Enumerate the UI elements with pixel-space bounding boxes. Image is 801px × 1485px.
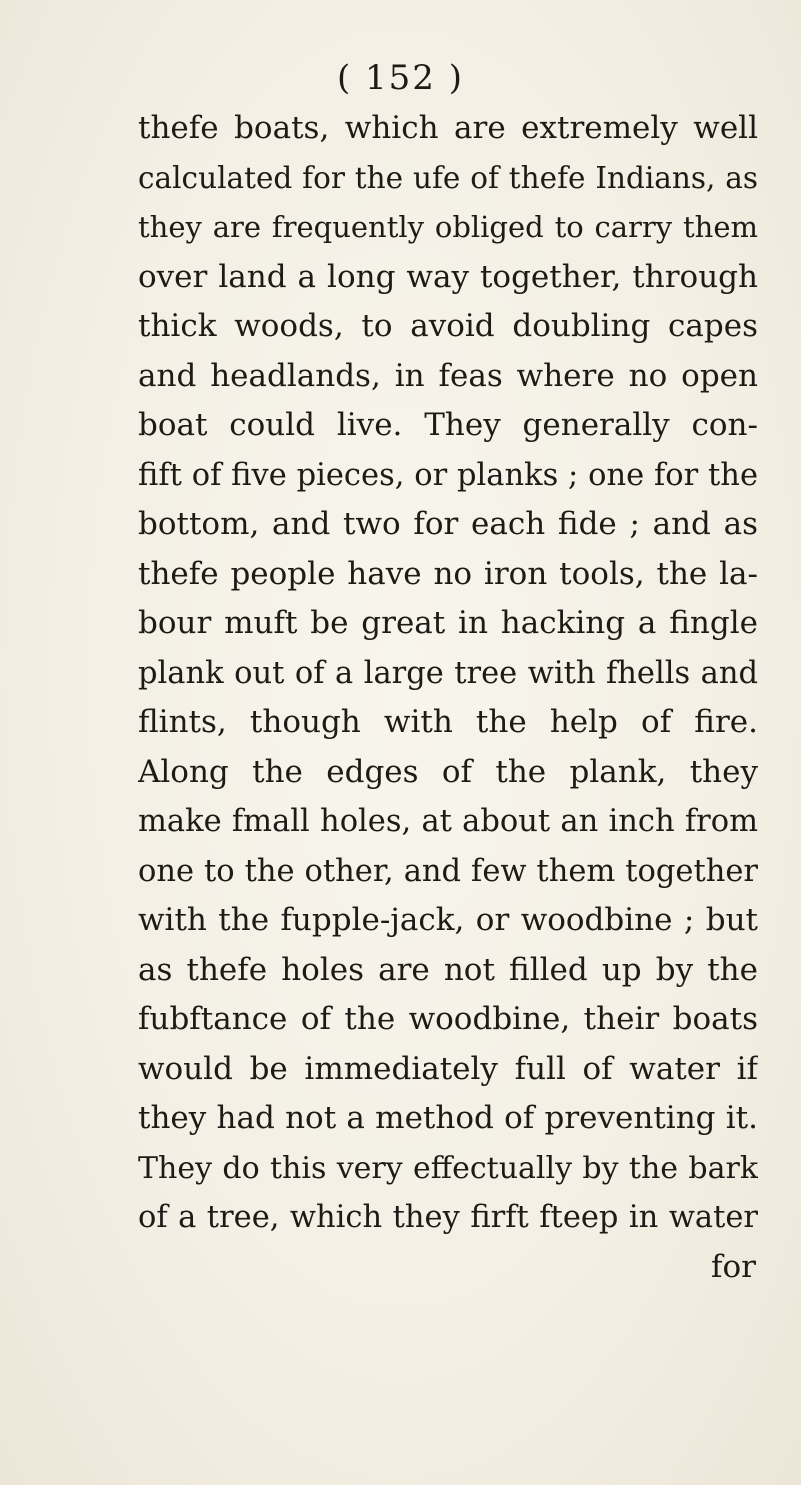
text-line: boat could live. They generally con- bbox=[138, 407, 758, 443]
text-line: fift of five pieces, or planks ; one for the bbox=[138, 457, 758, 493]
text-line: thick woods, to avoid doubling capes bbox=[138, 308, 758, 344]
text-line: Along the edges of the plank, they bbox=[138, 753, 758, 790]
body-text bbox=[138, 104, 758, 1292]
text-line: plank out of a large tree with fhells and bbox=[138, 655, 758, 691]
text-line: They do this very effectually by the bark bbox=[138, 1150, 758, 1186]
text-line: over land a long way together, through bbox=[138, 258, 758, 295]
text-line: of a tree, which they firft fteep in water bbox=[138, 1200, 758, 1235]
text-line: thefe boats, which are extremely well bbox=[138, 110, 758, 146]
text-line: one to the other, and few them together bbox=[138, 853, 758, 889]
text-line: flints, though with the help of fire. bbox=[138, 704, 758, 740]
text-line: as thefe holes are not filled up by the bbox=[138, 951, 758, 988]
catchword: for bbox=[711, 1248, 756, 1285]
text-line: thefe people have no iron tools, the la- bbox=[138, 555, 758, 592]
text-line: with the fupple-jack, or woodbine ; but bbox=[138, 902, 758, 938]
text-line: calculated for the ufe of thefe Indians, as bbox=[138, 160, 758, 195]
text-line: make fmall holes, at about an inch from bbox=[138, 804, 758, 839]
text-line: fubftance of the woodbine, their boats bbox=[138, 1001, 758, 1037]
text-line: bottom, and two for each fide ; and as bbox=[138, 506, 758, 542]
text-line: they had not a method of preventing it. bbox=[138, 1100, 758, 1136]
text-line: would be immediately full of water if bbox=[138, 1050, 758, 1087]
text-line: and headlands, in feas where no open bbox=[138, 357, 758, 394]
text-line: they are frequently obliged to carry them bbox=[138, 210, 758, 244]
page-number: ( 152 ) bbox=[336, 58, 465, 98]
text-line: bour muft be great in hacking a fingle bbox=[138, 605, 758, 641]
